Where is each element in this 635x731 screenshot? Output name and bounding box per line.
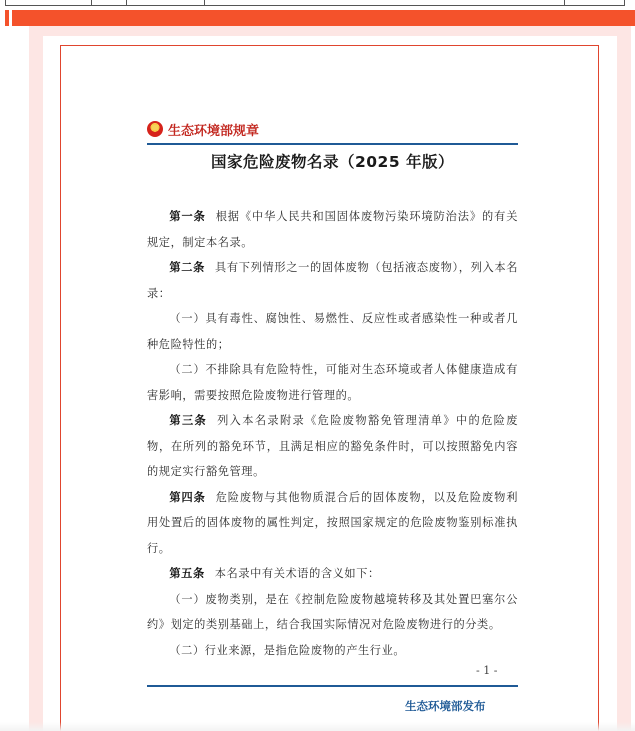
- article-heading: 第一条: [169, 210, 206, 223]
- paragraph: [147, 638, 518, 664]
- section-divider-bar: [12, 10, 635, 26]
- document-header: [147, 119, 259, 139]
- paragraph-text: 列入本名录附录《危险废物豁免管理清单》中的危险废物，在所列的豁免环节，且满足相应的豁免条件时，可以按照豁免内容的规定实行豁免管理。: [147, 414, 518, 478]
- table-divider: [204, 0, 205, 5]
- paragraph: [147, 357, 518, 408]
- national-emblem-icon: [147, 121, 163, 137]
- article-heading: 第五条: [169, 567, 205, 580]
- paragraph: [147, 408, 518, 485]
- paragraph: [147, 561, 518, 587]
- header-rule: [147, 143, 518, 145]
- article-heading: 第二条: [169, 261, 206, 274]
- paragraph: [147, 204, 518, 255]
- paragraph-text: （二）行业来源，是指危险废物的产生行业。: [169, 643, 406, 657]
- paragraph-text: 危险废物与其他物质混合后的固体废物，以及危险废物利用处置后的固体废物的属性判定，按照国家规定的危险废物鉴别标准执行。: [147, 490, 518, 555]
- paragraph-text: （一）具有毒性、腐蚀性、易燃性、反应性或者感染性一种或者几种危险特性的；: [147, 312, 518, 351]
- table-divider: [91, 0, 92, 5]
- document-body: [147, 204, 518, 663]
- page-number: - 1 -: [476, 664, 498, 677]
- paragraph: [147, 255, 518, 306]
- paragraph-text: 具有下列情形之一的固体废物（包括液态废物），列入本名录：: [147, 261, 518, 300]
- paragraph-text: （二）不排除具有危险特性，可能对生态环境或者人体健康造成有害影响，需要按照危险废物进行管理的。: [147, 363, 518, 402]
- section-marker: [5, 10, 9, 26]
- publisher-name: 生态环境部发布: [405, 699, 486, 713]
- paragraph: [147, 485, 518, 562]
- footer-rule: [147, 685, 518, 687]
- bottom-edge: [0, 722, 635, 731]
- paragraph-text: 本名录中有关术语的含义如下：: [214, 567, 380, 580]
- table-divider: [126, 0, 127, 5]
- top-table-fragment: [5, 0, 625, 6]
- table-divider: [564, 0, 565, 5]
- paragraph: [147, 306, 518, 357]
- paragraph-text: （一）废物类别，是在《控制危险废物越境转移及其处置巴塞尔公约》划定的类别基础上，结合我国实际情况对危险废物进行的分类。: [147, 592, 518, 631]
- paragraph: [147, 587, 518, 638]
- department-name: 生态环境部规章: [168, 123, 260, 139]
- document-title: 国家危险废物名录（2025 年版）: [210, 153, 455, 171]
- article-heading: 第四条: [169, 490, 206, 504]
- paragraph-text: 根据《中华人民共和国固体废物污染环境防治法》的有关规定，制定本名录。: [147, 210, 518, 249]
- article-heading: 第三条: [169, 414, 208, 427]
